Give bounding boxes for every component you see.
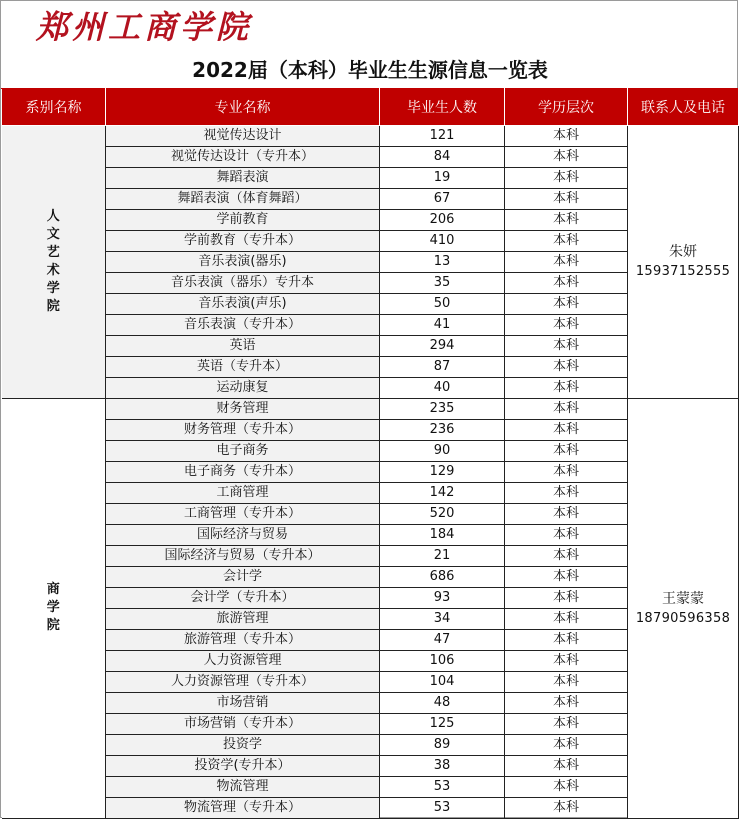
- count-cell: 53: [380, 798, 505, 819]
- level-cell: 本科: [505, 315, 628, 336]
- level-cell: 本科: [505, 168, 628, 189]
- contact-cell: [628, 126, 739, 399]
- count-cell: 41: [380, 315, 505, 336]
- count-cell: 106: [380, 651, 505, 672]
- major-cell: 电子商务（专升本）: [106, 462, 380, 483]
- count-cell: 520: [380, 504, 505, 525]
- level-cell: 本科: [505, 588, 628, 609]
- contact-phone: 18790596358: [635, 610, 731, 626]
- count-cell: 294: [380, 336, 505, 357]
- major-cell: 电子商务: [106, 441, 380, 462]
- major-cell: 物流管理（专升本）: [106, 798, 380, 819]
- major-cell: 音乐表演(器乐): [106, 252, 380, 273]
- major-cell: 投资学(专升本）: [106, 756, 380, 777]
- count-cell: 19: [380, 168, 505, 189]
- level-cell: 本科: [505, 756, 628, 777]
- major-cell: 舞蹈表演（体育舞蹈）: [106, 189, 380, 210]
- level-cell: 本科: [505, 399, 628, 420]
- level-cell: 本科: [505, 231, 628, 252]
- major-cell: 人力资源管理: [106, 651, 380, 672]
- header-row: [2, 89, 739, 126]
- count-cell: 34: [380, 609, 505, 630]
- graduate-table: [1, 88, 739, 819]
- contact-cell: [628, 399, 739, 819]
- count-cell: 13: [380, 252, 505, 273]
- level-cell: 本科: [505, 798, 628, 819]
- level-cell: 本科: [505, 189, 628, 210]
- count-cell: 50: [380, 294, 505, 315]
- major-cell: 英语（专升本）: [106, 357, 380, 378]
- major-cell: 工商管理（专升本）: [106, 504, 380, 525]
- level-cell: 本科: [505, 441, 628, 462]
- major-cell: 投资学: [106, 735, 380, 756]
- count-cell: 53: [380, 777, 505, 798]
- level-cell: 本科: [505, 630, 628, 651]
- level-cell: 本科: [505, 294, 628, 315]
- count-cell: 104: [380, 672, 505, 693]
- level-cell: 本科: [505, 777, 628, 798]
- level-cell: 本科: [505, 252, 628, 273]
- level-cell: 本科: [505, 336, 628, 357]
- count-cell: 89: [380, 735, 505, 756]
- contact-name: 朱妍: [669, 244, 697, 260]
- major-cell: 财务管理: [106, 399, 380, 420]
- contact-name: 王蒙蒙: [662, 590, 704, 607]
- major-cell: 学前教育: [106, 210, 380, 231]
- count-cell: 142: [380, 483, 505, 504]
- major-cell: 运动康复: [106, 378, 380, 399]
- major-cell: 会计学: [106, 567, 380, 588]
- count-cell: 93: [380, 588, 505, 609]
- table-row: [2, 126, 739, 147]
- page-title: 2022届（本科）毕业生生源信息一览表: [192, 58, 548, 82]
- level-cell: 本科: [505, 525, 628, 546]
- major-cell: 视觉传达设计（专升本）: [106, 147, 380, 168]
- count-cell: 48: [380, 693, 505, 714]
- level-cell: 本科: [505, 126, 628, 147]
- count-cell: 21: [380, 546, 505, 567]
- level-cell: 本科: [505, 546, 628, 567]
- count-cell: 38: [380, 756, 505, 777]
- count-cell: 129: [380, 462, 505, 483]
- major-cell: 工商管理: [106, 483, 380, 504]
- major-cell: 旅游管理: [106, 609, 380, 630]
- major-cell: 学前教育（专升本）: [106, 231, 380, 252]
- header-level: 学历层次: [505, 89, 628, 126]
- department-name: 人文艺术学院: [46, 208, 60, 314]
- major-cell: 国际经济与贸易: [106, 525, 380, 546]
- count-cell: 90: [380, 441, 505, 462]
- level-cell: 本科: [505, 483, 628, 504]
- header-department: 系别名称: [2, 89, 106, 126]
- count-cell: 184: [380, 525, 505, 546]
- level-cell: 本科: [505, 357, 628, 378]
- count-cell: 84: [380, 147, 505, 168]
- major-cell: 英语: [106, 336, 380, 357]
- count-cell: 235: [380, 399, 505, 420]
- major-cell: 音乐表演（专升本）: [106, 315, 380, 336]
- major-cell: 财务管理（专升本）: [106, 420, 380, 441]
- level-cell: 本科: [505, 504, 628, 525]
- level-cell: 本科: [505, 420, 628, 441]
- count-cell: 125: [380, 714, 505, 735]
- count-cell: 121: [380, 126, 505, 147]
- level-cell: 本科: [505, 567, 628, 588]
- major-cell: 物流管理: [106, 777, 380, 798]
- table-body: [2, 126, 739, 819]
- major-cell: 音乐表演（器乐）专升本: [106, 273, 380, 294]
- count-cell: 206: [380, 210, 505, 231]
- major-cell: 会计学（专升本）: [106, 588, 380, 609]
- count-cell: 67: [380, 189, 505, 210]
- major-cell: 视觉传达设计: [106, 126, 380, 147]
- department-cell: [2, 399, 106, 819]
- level-cell: 本科: [505, 462, 628, 483]
- department-name: 商学院: [46, 582, 60, 633]
- major-cell: 舞蹈表演: [106, 168, 380, 189]
- header-major: 专业名称: [106, 89, 380, 126]
- level-cell: 本科: [505, 273, 628, 294]
- level-cell: 本科: [505, 693, 628, 714]
- major-cell: 市场营销: [106, 693, 380, 714]
- count-cell: 410: [380, 231, 505, 252]
- count-cell: 40: [380, 378, 505, 399]
- contact-phone: 15937152555: [635, 264, 731, 279]
- major-cell: 国际经济与贸易（专升本）: [106, 546, 380, 567]
- level-cell: 本科: [505, 147, 628, 168]
- level-cell: 本科: [505, 735, 628, 756]
- school-logo: 郑州工商学院: [36, 8, 253, 46]
- count-cell: 35: [380, 273, 505, 294]
- header-contact: 联系人及电话: [628, 89, 739, 126]
- count-cell: 236: [380, 420, 505, 441]
- major-cell: 旅游管理（专升本）: [106, 630, 380, 651]
- major-cell: 人力资源管理（专升本）: [106, 672, 380, 693]
- level-cell: 本科: [505, 609, 628, 630]
- level-cell: 本科: [505, 672, 628, 693]
- department-cell: [2, 126, 106, 399]
- count-cell: 686: [380, 567, 505, 588]
- level-cell: 本科: [505, 378, 628, 399]
- count-cell: 87: [380, 357, 505, 378]
- header-count: 毕业生人数: [380, 89, 505, 126]
- table-row: [2, 399, 739, 420]
- level-cell: 本科: [505, 714, 628, 735]
- count-cell: 47: [380, 630, 505, 651]
- level-cell: 本科: [505, 651, 628, 672]
- level-cell: 本科: [505, 210, 628, 231]
- major-cell: 市场营销（专升本）: [106, 714, 380, 735]
- major-cell: 音乐表演(声乐): [106, 294, 380, 315]
